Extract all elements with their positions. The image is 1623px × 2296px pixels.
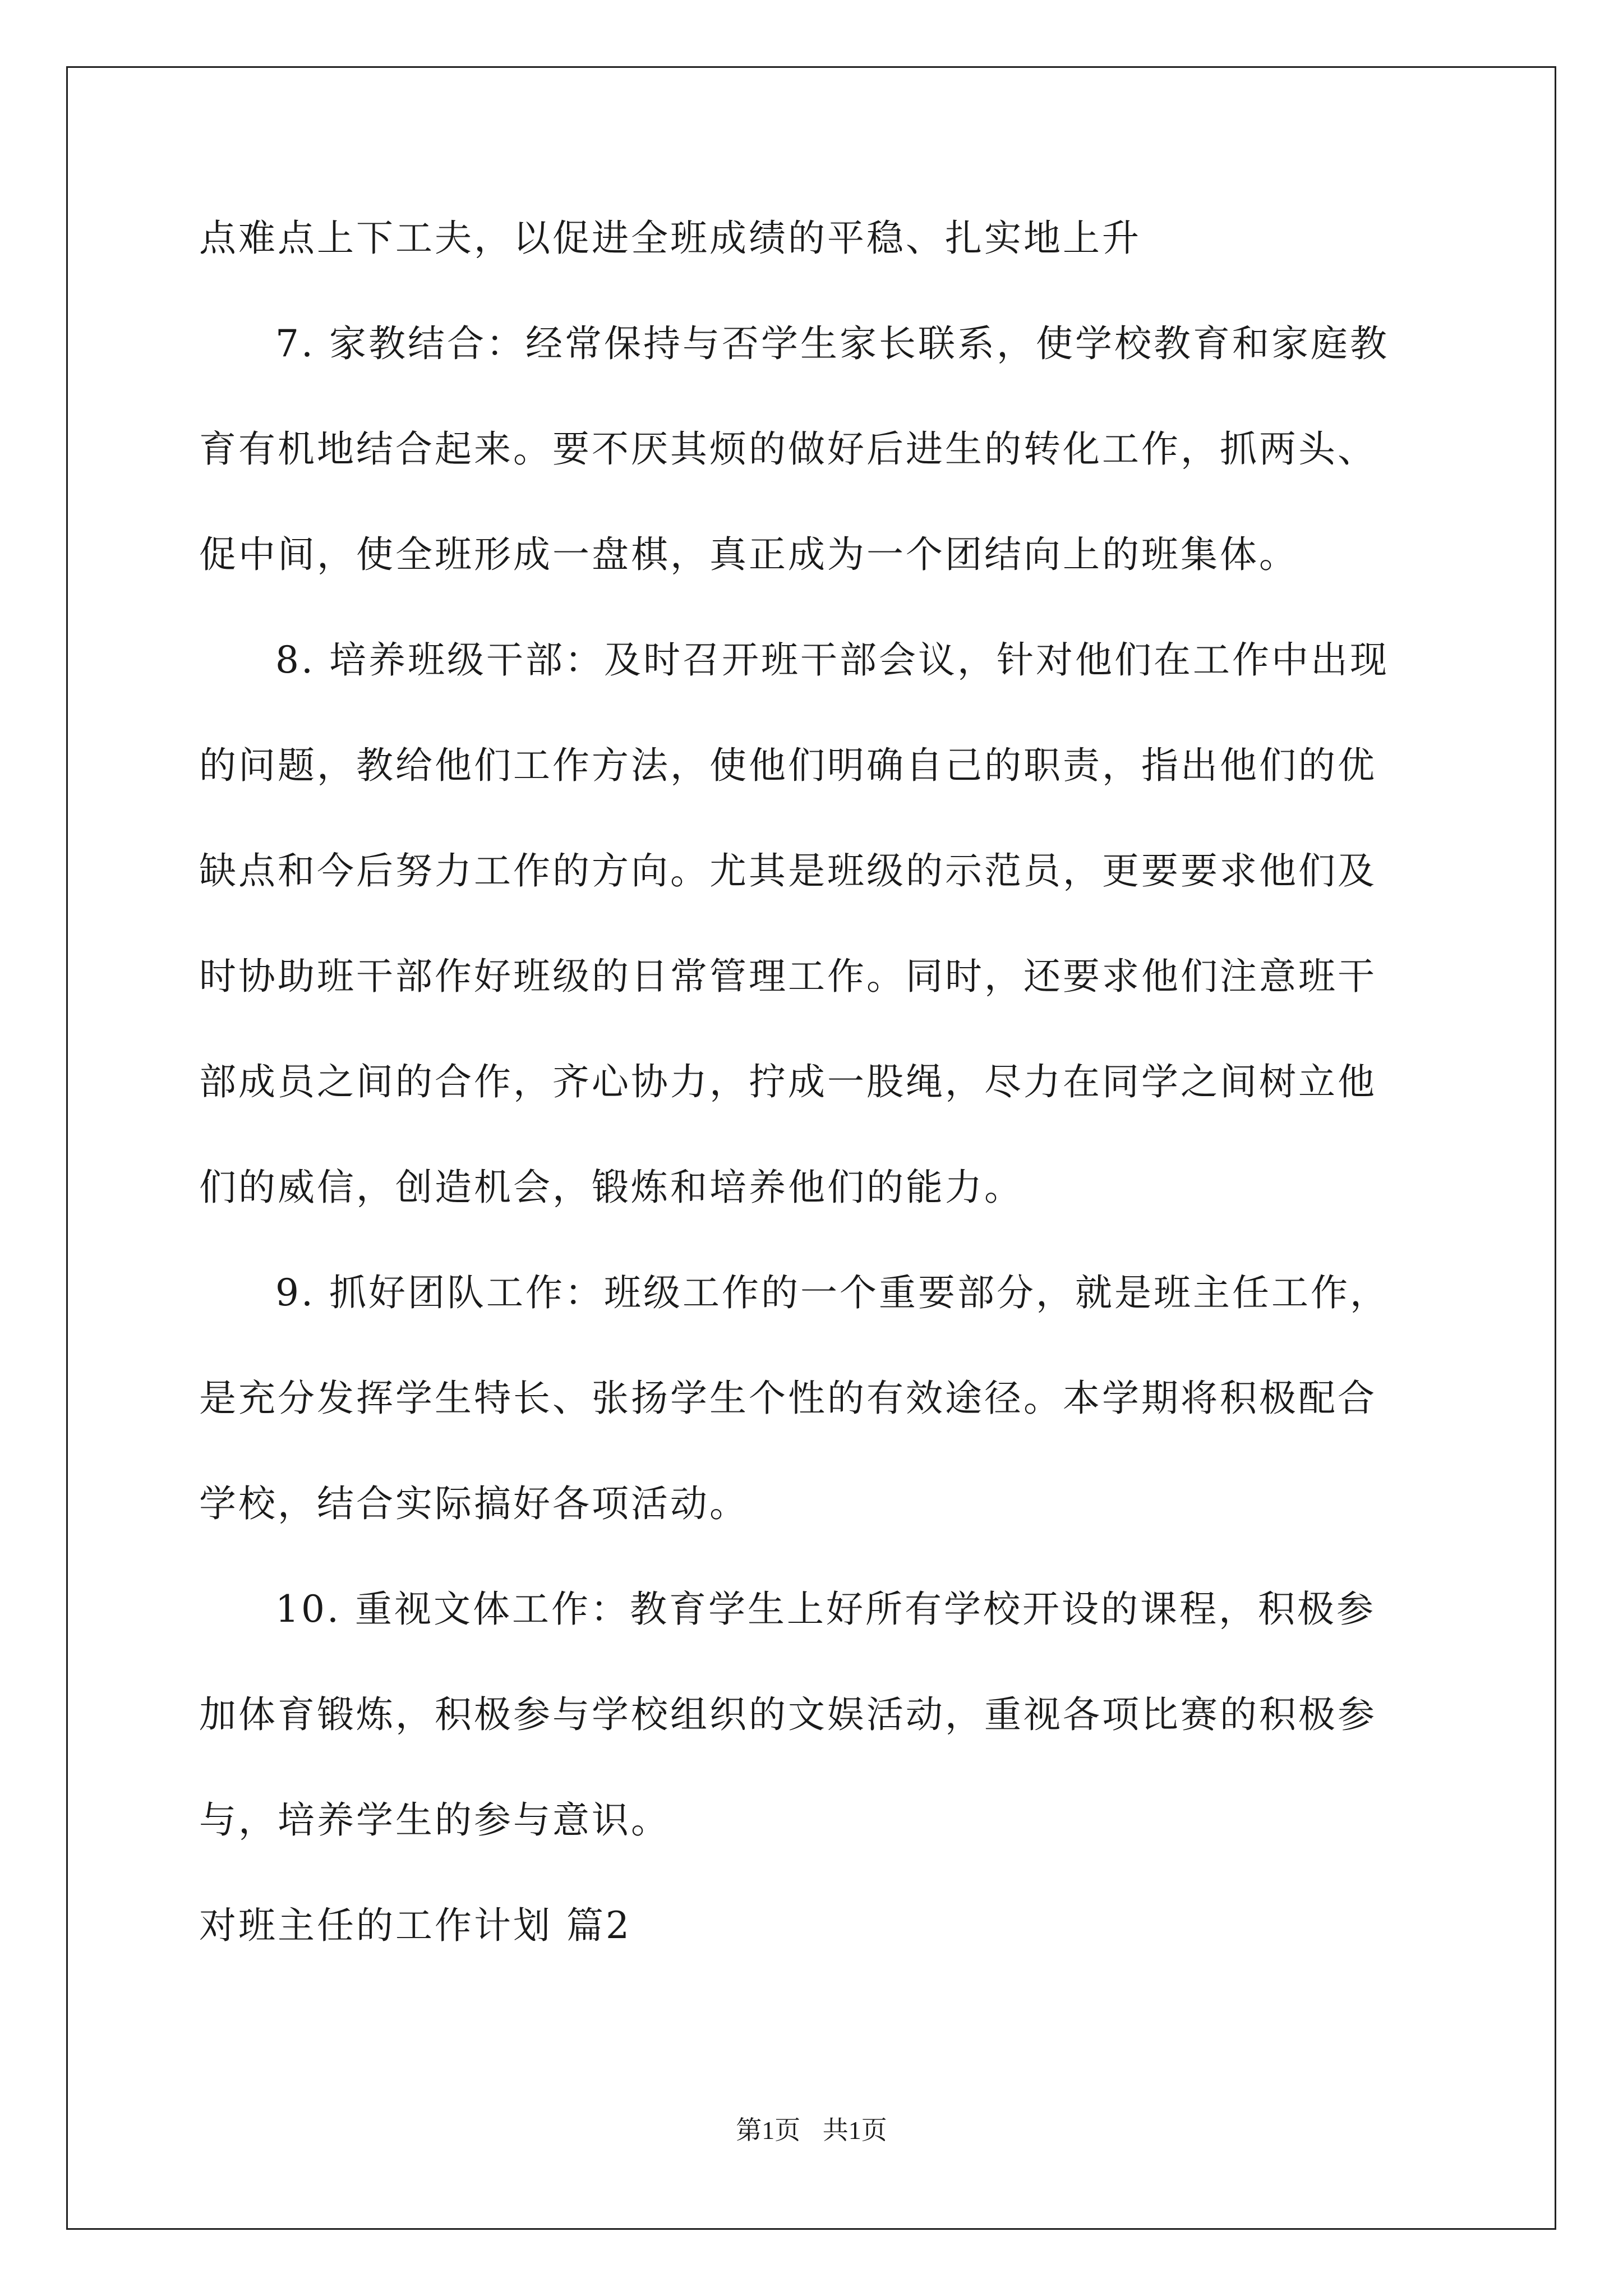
document-body — [199, 212, 1422, 2005]
section-heading: 对班主任的工作计划 篇2 — [199, 1904, 631, 1947]
text-line: 与，培养学生的参与意识。 — [199, 1798, 670, 1842]
text-line: 缺点和今后努力工作的方向。尤其是班级的示范员，更要要求他们及 — [199, 849, 1377, 892]
text-line: 育有机地结合起来。要不厌其烦的做好后进生的转化工作，抓两头、 — [199, 427, 1377, 471]
text-line: 部成员之间的合作，齐心协力，拧成一股绳，尽力在同学之间树立他 — [199, 1060, 1377, 1103]
text-line: 时协助班干部作好班级的日常管理工作。同时，还要求他们注意班干 — [199, 955, 1377, 998]
text-line: 10. 重视文体工作：教育学生上好所有学校开设的课程，积极参 — [275, 1588, 1376, 1631]
text-line: 7. 家教结合：经常保持与否学生家长联系，使学校教育和家庭教 — [275, 322, 1389, 365]
page-number: 第1页 — [736, 2116, 801, 2145]
text-line: 促中间，使全班形成一盘棋，真正成为一个团结向上的班集体。 — [199, 533, 1298, 576]
text-line: 学校，结合实际搞好各项活动。 — [199, 1482, 749, 1525]
text-line: 们的威信，创造机会，锻炼和培养他们的能力。 — [199, 1166, 1023, 1209]
page-footer — [0, 2114, 1623, 2147]
text-line: 9. 抓好团队工作：班级工作的一个重要部分，就是班主任工作， — [275, 1271, 1389, 1314]
text-line: 点难点上下工夫，以促进全班成绩的平稳、扎实地上升 — [199, 217, 1141, 260]
text-line: 的问题，教给他们工作方法，使他们明确自己的职责，指出他们的优 — [199, 744, 1377, 787]
text-line: 8. 培养班级干部：及时召开班干部会议，针对他们在工作中出现 — [275, 638, 1389, 682]
text-line: 是充分发挥学生特长、张扬学生个性的有效途径。本学期将积极配合 — [199, 1377, 1377, 1420]
text-line: 加体育锻炼，积极参与学校组织的文娱活动，重视各项比赛的积极参 — [199, 1693, 1377, 1736]
page-total: 共1页 — [822, 2116, 887, 2145]
